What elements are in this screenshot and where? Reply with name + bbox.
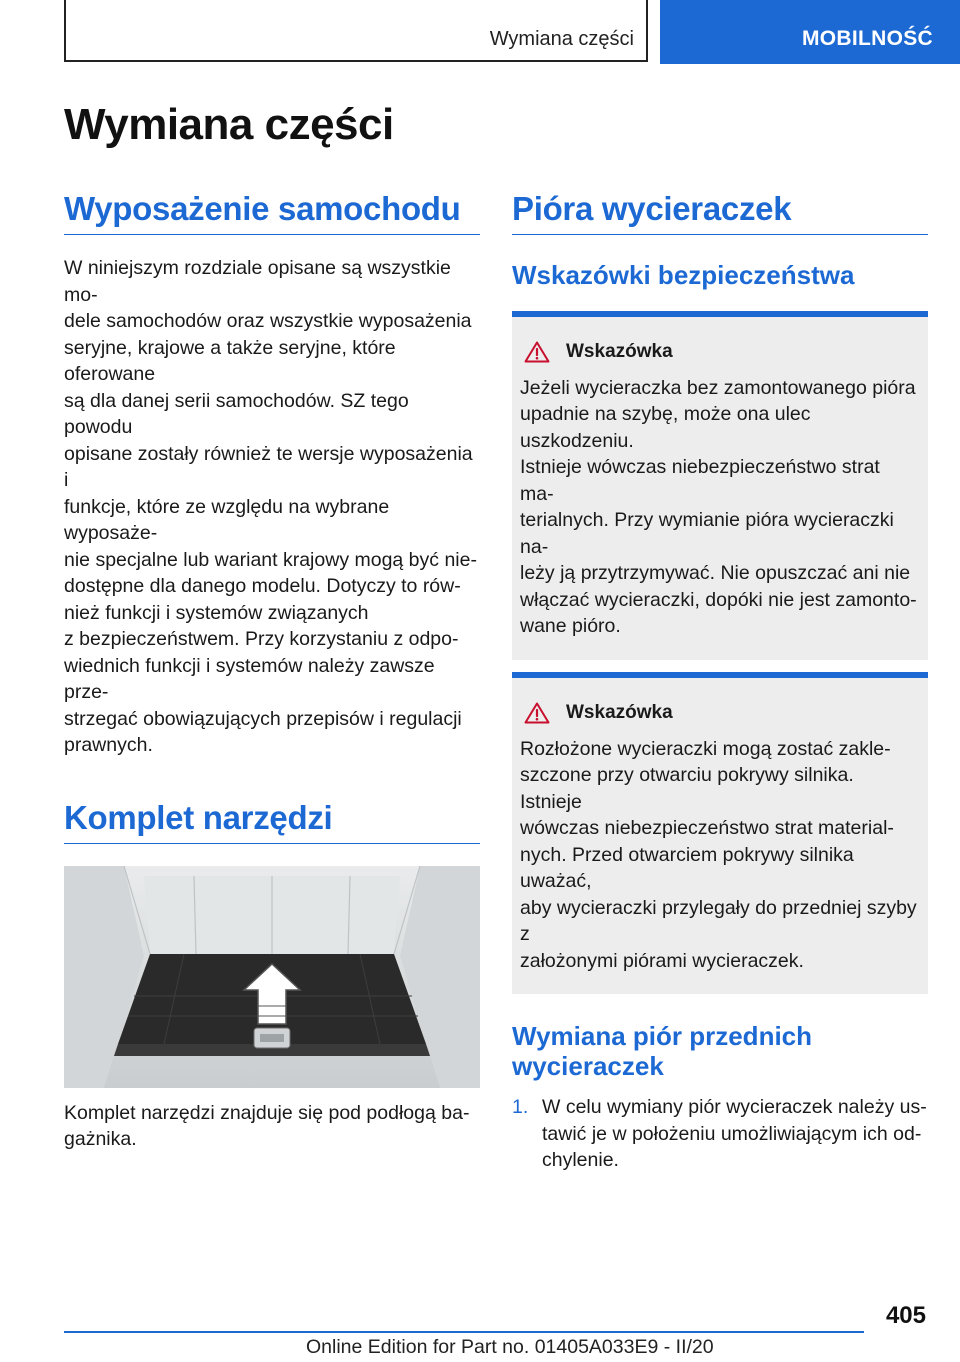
toolkit-caption: [64, 1100, 480, 1153]
note-header: [520, 702, 918, 724]
right-column: [512, 190, 928, 1174]
text-line: funkcje, które ze względu na wybrane wyposaże‐: [64, 495, 390, 544]
text-line: założonymi piórami wycieraczek.: [520, 949, 804, 972]
step-text: [542, 1094, 927, 1174]
left-column: [64, 190, 480, 1153]
warning-note: [512, 672, 928, 995]
text-line: terialnych. Przy wymianie pióra wycieraczki na‐: [520, 509, 894, 558]
note-title: Wskazówka: [566, 701, 673, 723]
text-line: wiednich funkcji i systemów należy zawsze prze‐: [64, 654, 435, 703]
text-line: nież funkcji i systemów związanych: [64, 601, 369, 624]
text-line: Istnieje wówczas niebezpieczeństwo strat ma‐: [520, 456, 880, 505]
step-number: 1.: [512, 1096, 529, 1119]
text-line: wane pióro.: [520, 615, 621, 638]
note-title: Wskazówka: [566, 340, 673, 362]
page-title: Wymiana części: [64, 100, 394, 149]
equipment-heading: Wyposażenie samochodu: [64, 190, 480, 235]
text-line: Jeżeli wycieraczka bez zamontowanego pióra: [520, 376, 916, 399]
note-text: [520, 375, 918, 640]
text-line: są dla danej serii samochodów. SZ tego powodu: [64, 389, 409, 438]
wiper-heading: Pióra wycieraczek: [512, 190, 928, 235]
warning-triangle-icon: [524, 341, 550, 363]
text-line: upadnie na szybę, może ona ulec uszkodzeniu.: [520, 403, 811, 452]
page-number: 405: [885, 1302, 926, 1329]
text-line: aby wycieraczki przylegały do przedniej szyby z: [520, 896, 917, 946]
text-line: W niniejszym rozdziale opisane są wszystkie mo‐: [64, 257, 451, 306]
text-line: strzegać obowiązujących przepisów i regulacji: [64, 707, 462, 730]
text-line: szczone przy otwarciu pokrywy silnika. Istnieje: [520, 764, 854, 813]
note-text: [520, 736, 918, 975]
text-line: dele samochodów oraz wszystkie wyposażenia: [64, 310, 472, 332]
text-line: gażnika.: [64, 1128, 137, 1150]
front-wiper-heading: Wymiana piór przednich wycieraczek: [512, 1021, 813, 1082]
warning-note: [512, 311, 928, 660]
text-line: opisane zostały również te wersje wyposażenia i: [64, 442, 473, 491]
header-chapter-tab[interactable]: MOBILNOŚĆ: [660, 0, 960, 64]
footer-edition: Online Edition for Part no. 01405A033E9 - II/20: [306, 1336, 714, 1358]
text-line: leży ją przytrzymywać. Nie opuszczać ani nie: [520, 562, 911, 585]
header-section-title: Wymiana części: [489, 28, 634, 50]
text-line: Komplet narzędzi znajduje się pod podłogą ba‐: [64, 1101, 470, 1124]
toolkit-heading: Komplet narzędzi: [64, 799, 480, 844]
text-line: chylenie.: [542, 1149, 619, 1172]
warning-triangle-icon: [524, 702, 550, 724]
text-line: z bezpieczeństwem. Przy korzystaniu z odpo‐: [64, 628, 459, 650]
text-line: prawnych.: [64, 734, 153, 756]
page-header: [64, 0, 960, 66]
text-line: dostępne dla danego modelu. Dotyczy to rów‐: [64, 575, 461, 597]
footer-divider: [64, 1331, 864, 1333]
text-line: wówczas niebezpieczeństwo strat material‐: [520, 817, 894, 840]
text-line: Rozłożone wycieraczki mogą zostać zakle‐: [520, 737, 891, 760]
safety-heading: Wskazówki bezpieczeństwa: [512, 260, 855, 290]
text-line: tawić je w położeniu umożliwiającym ich od‐: [542, 1122, 922, 1145]
note-header: [520, 341, 918, 363]
header-section-box: [64, 0, 648, 62]
text-line: nie specjalne lub wariant krajowy mogą być nie‐: [64, 548, 477, 571]
step-item: [512, 1094, 928, 1174]
text-line: włączać wycieraczki, dopóki nie jest zamonto‐: [520, 588, 917, 611]
trunk-floor-arrow-illustration: [64, 866, 480, 1088]
text-line: seryjne, krajowe a także seryjne, które oferowane: [64, 336, 396, 385]
text-line: W celu wymiany piór wycieraczek należy us‐: [542, 1096, 927, 1119]
text-line: nych. Przed otwarciem pokrywy silnika uważać,: [520, 843, 854, 893]
equipment-paragraph: [64, 255, 480, 759]
